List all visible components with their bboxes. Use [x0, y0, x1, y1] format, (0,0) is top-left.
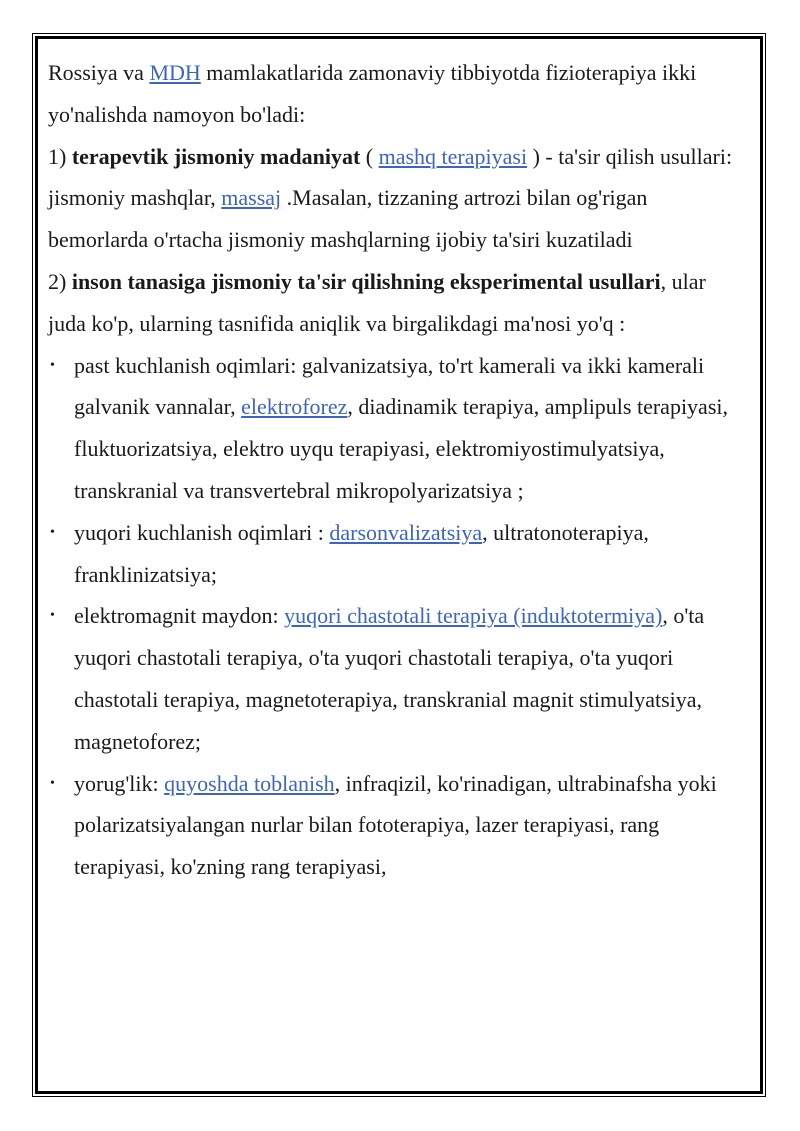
list-item: • yorug'lik: quyoshda toblanish, infraqizil, ko'rinadigan, ultrabinafsha yoki polarizatsiyalangan nurlar bilan fototerapiya, lazer terapiyasi, rang terapiyasi, ko'zning rang terapiyasi,: [48, 763, 738, 888]
intro-paragraph: Rossiya va MDH mamlakatlarida zamonaviy tibbiyotda fizioterapiya ikki yo'nalishda namoyon bo'ladi:: [48, 60, 697, 127]
bullet-icon: •: [50, 524, 55, 540]
link-massaj[interactable]: massaj: [221, 185, 282, 211]
link-yuqori-chastotali-terapiya[interactable]: yuqori chastotali terapiya (induktotermiya): [284, 603, 663, 629]
list-item: • past kuchlanish oqimlari: galvanizatsiya, to'rt kamerali va ikki kamerali galvanik vannalar, elektroforez, diadinamik terapiya, amplipuls terapiyasi, fluktuorizatsiya, elektro uyqu terapiyasi, elektromiyostimulyatsiya, transkranial va transvertebral mikropolyarizatsiya ;: [48, 345, 738, 512]
bullet-icon: •: [50, 357, 55, 373]
link-mashq-terapiyasi[interactable]: mashq terapiyasi: [378, 143, 528, 169]
list-item: • yuqori kuchlanish oqimlari : darsonvalizatsiya, ultratonoterapiya, franklinizatsiya;: [48, 512, 738, 596]
item-2-paragraph: 2) inson tanasiga jismoniy ta'sir qilishning eksperimental usullari, ular juda ko'p, ularning tasnifida aniqlik va birgalikdagi ma'nosi yo'q :: [48, 268, 706, 336]
link-elektroforez[interactable]: elektroforez: [241, 394, 348, 420]
link-mdh[interactable]: MDH: [149, 60, 201, 85]
link-quyoshda-toblanish[interactable]: quyoshda toblanish: [164, 770, 335, 796]
item-1-paragraph: 1) terapevtik jismoniy madaniyat ( mashq terapiyasi ) - ta'sir qilish usullari: jismoniy mashqlar, massaj .Masalan, tizzaning artrozi bilan og'rigan bemorlarda o'rtacha jismoniy mashqlarning ijobiy ta'siri kuzatiladi: [48, 143, 733, 253]
bullet-icon: •: [50, 775, 55, 791]
document-body: [48, 52, 738, 888]
list-item: • elektromagnit maydon: yuqori chastotali terapiya (induktotermiya), o'ta yuqori chastotali terapiya, o'ta yuqori chastotali terapiya, o'ta yuqori chastotali terapiya, magnetoterapiya, transkranial magnit stimulyatsiya, magnetoforez;: [48, 595, 738, 762]
methods-list: [48, 345, 738, 888]
item-2-heading: inson tanasiga jismoniy ta'sir qilishning eksperimental usullari: [71, 268, 661, 294]
link-darsonvalizatsiya[interactable]: darsonvalizatsiya: [329, 519, 483, 545]
item-1-heading: terapevtik jismoniy madaniyat: [71, 143, 361, 169]
bullet-icon: •: [50, 608, 55, 624]
